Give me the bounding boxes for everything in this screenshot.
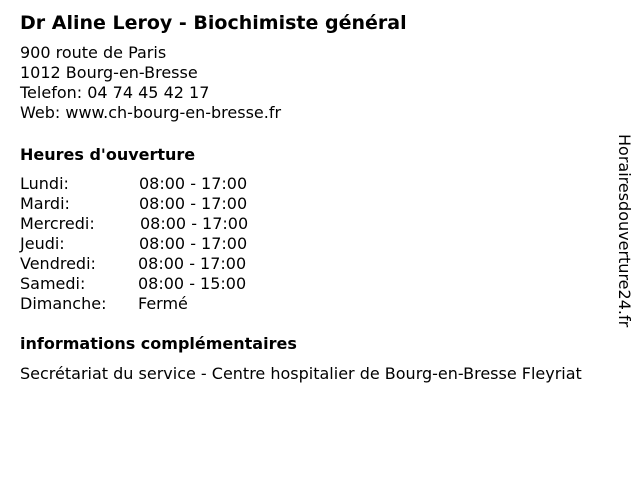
day-label: Samedi: bbox=[20, 274, 86, 293]
hours-row-tuesday bbox=[20, 194, 280, 214]
time-range: 08:00 - 17:00 bbox=[139, 234, 248, 253]
day-label: Mercredi: bbox=[20, 214, 95, 233]
day-label: Lundi: bbox=[20, 174, 69, 193]
time-range: 08:00 - 17:00 bbox=[140, 214, 249, 233]
hours-row-sunday bbox=[20, 294, 280, 314]
day-label: Dimanche: bbox=[20, 294, 107, 313]
hours-heading: Heures d'ouverture bbox=[20, 145, 196, 164]
opening-hours-table bbox=[20, 174, 280, 314]
hours-row-saturday bbox=[20, 274, 280, 294]
day-label: Vendredi: bbox=[20, 254, 96, 273]
hours-row-monday bbox=[20, 174, 280, 194]
watermark-text: Horairesdouverture24.fr bbox=[615, 134, 634, 328]
additional-info-text: Secrétariat du service - Centre hospitalier de Bourg-en-Bresse Fleyriat bbox=[20, 364, 582, 383]
page-title: Dr Aline Leroy - Biochimiste général bbox=[20, 12, 407, 34]
day-label: Jeudi: bbox=[20, 234, 65, 253]
watermark bbox=[612, 134, 636, 346]
phone-number: Telefon: 04 74 45 42 17 bbox=[20, 83, 210, 102]
time-range: 08:00 - 15:00 bbox=[138, 274, 247, 293]
additional-info-heading: informations complémentaires bbox=[20, 334, 297, 353]
hours-row-friday bbox=[20, 254, 280, 274]
day-label: Mardi: bbox=[20, 194, 70, 213]
website: Web: www.ch-bourg-en-bresse.fr bbox=[20, 103, 282, 122]
time-range: Fermé bbox=[138, 294, 188, 313]
city-address: 1012 Bourg-en-Bresse bbox=[20, 63, 198, 82]
street-address: 900 route de Paris bbox=[20, 43, 167, 62]
time-range: 08:00 - 17:00 bbox=[139, 194, 248, 213]
hours-row-thursday bbox=[20, 234, 280, 254]
hours-row-wednesday bbox=[20, 214, 280, 234]
address-block bbox=[20, 43, 281, 123]
time-range: 08:00 - 17:00 bbox=[138, 254, 247, 273]
time-range: 08:00 - 17:00 bbox=[139, 174, 248, 193]
